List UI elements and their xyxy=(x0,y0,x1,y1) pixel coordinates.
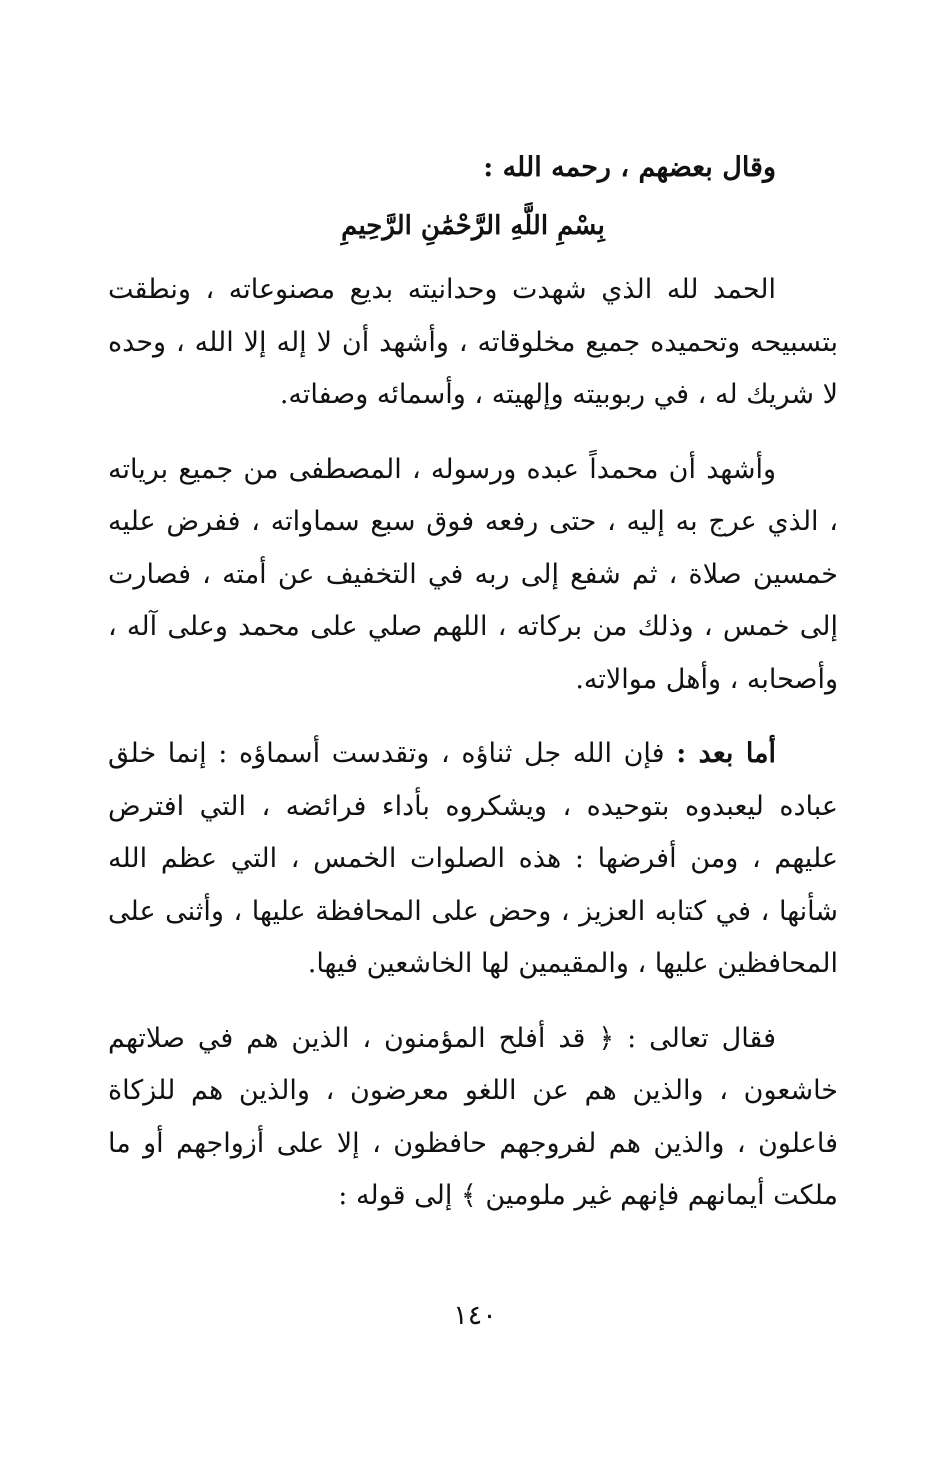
page-number: ١٤٠ xyxy=(453,1300,497,1331)
paragraph-amma-baad xyxy=(108,728,838,991)
paragraph-praise xyxy=(108,264,838,422)
section-heading: وقال بعضهم ، رحمه الله : xyxy=(483,152,776,183)
paragraph-quran-quote xyxy=(108,1013,838,1223)
basmala-calligraphy: بِسْمِ اللَّهِ الرَّحْمَٰنِ الرَّحِيمِ xyxy=(341,211,605,241)
paragraph-testimony xyxy=(108,444,838,707)
paragraph-text: فإن الله جل ثناؤه ، وتقدست أسماؤه : إنما خلق عباده ليعبدوه بتوحيده ، ويشكروه بأداء فرائضه ، التي افترض عليهم ، ومن أفرضها : هذه الصلوات الخمس ، التي عظم الله شأنها ، في كتابه العزيز ، وحض على المحافظة عليها ، وأثنى على المحافظين عليها ، والمقيمين لها الخاشعين فيها. xyxy=(108,738,838,979)
page-body xyxy=(108,140,838,1245)
paragraph-text: وأشهد أن محمداً عبده ورسوله ، المصطفى من جميع برياته ، الذي عرج به إليه ، حتى رفعه فوق سبع سماواته ، ففرض عليه خمسين صلاة ، ثم شفع إلى ربه في التخفيف عن أمته ، فصارت إلى خمس ، وذلك من بركاته ، اللهم صلي على محمد وعلى آله ، وأصحابه ، وأهل موالاته. xyxy=(108,453,838,695)
paragraph-lead: أما بعد : xyxy=(676,738,777,769)
paragraph-text: فقال تعالى : ﴿ قد أفلح المؤمنون ، الذين هم في صلاتهم خاشعون ، والذين هم عن اللغو معرضون ، والذين هم للزكاة فاعلون ، والذين هم لفروجهم حافظون ، إلا على أزواجهم أو ما ملكت أيمانهم فإنهم غير ملومين ﴾ إلى قوله : xyxy=(108,1022,838,1211)
paragraph-text: الحمد لله الذي شهدت وحدانيته بديع مصنوعاته ، ونطقت بتسبيحه وتحميده جميع مخلوقاته ، وأشهد أن لا إله إلا الله ، وحده لا شريك له ، في ربوبيته وإلهيته ، وأسمائه وصفاته. xyxy=(108,274,838,410)
